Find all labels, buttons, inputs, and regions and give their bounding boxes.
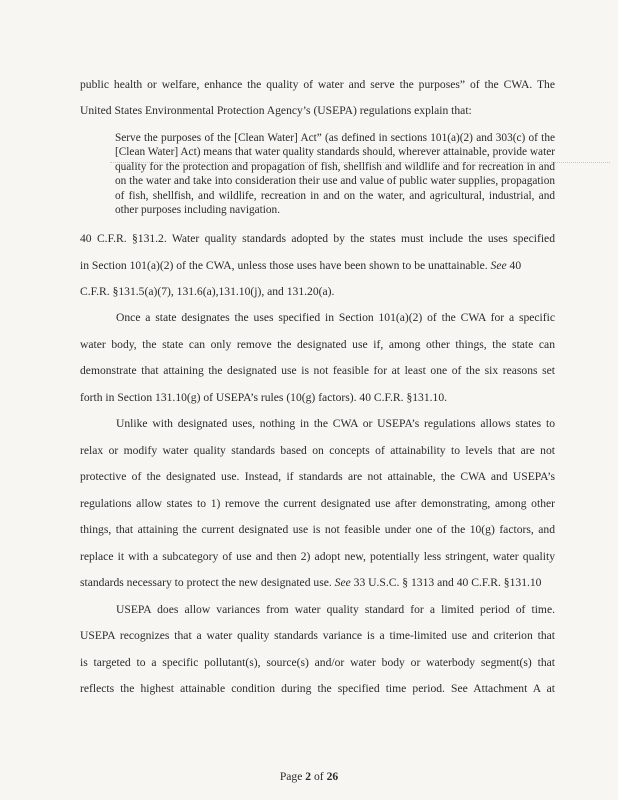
- block-quote: Serve the purposes of the [Clean Water] Act” (as defined in sections 101(a)(2) and 303(c) of the [Clean Water] Act) means that water quality standards should, wherever attainable, provide water quality for the protection and propagation of fish, shellfish and wildlife and for recreation in and on the water and take into consideration their use and value of public water supplies, propagation of fish, shellfish, and wildlife, recreation in and on the water, and agricultural, industrial, and other purposes including navigation.: [115, 132, 555, 217]
- body-text-line: things, that attaining the current designated use is not feasible under one of the 10(g) factors, and: [80, 523, 555, 536]
- citation: 33 U.S.C. § 1313 and 40 C.F.R. §131.10: [353, 576, 542, 589]
- page-label: Page: [279, 770, 303, 783]
- body-text-line: [80, 259, 555, 273]
- body-text-line: 40 C.F.R. §131.2. Water quality standards adopted by the states must include the uses specified: [80, 232, 555, 245]
- see-signal: See: [490, 259, 507, 272]
- body-text-line: demonstrate that attaining the designated use is not feasible for at least one of the six reasons set: [80, 364, 555, 377]
- body-text-line: protective of the designated use. Instead, if standards are not attainable, the CWA and USEPA’s: [80, 470, 555, 483]
- of-label: of: [313, 770, 324, 783]
- current-page-number: 2: [305, 770, 312, 783]
- page-footer: [0, 770, 618, 783]
- body-text-line: reflects the highest attainable condition during the specified time period. See Attachment A at: [80, 682, 555, 695]
- body-text-line: USEPA recognizes that a water quality standards variance is a time-limited use and criterion that: [80, 629, 555, 642]
- body-text-line: USEPA does allow variances from water quality standard for a limited period of time.: [116, 603, 555, 616]
- total-pages-number: 26: [326, 770, 339, 783]
- body-text: in Section 101(a)(2) of the CWA, unless those uses have been shown to be unattainable.: [80, 259, 488, 272]
- body-text-line: C.F.R. §131.5(a)(7), 131.6(a),131.10(j), and 131.20(a).: [80, 285, 335, 298]
- body-text-line: [80, 576, 555, 590]
- body-text-line: public health or welfare, enhance the quality of water and serve the purposes” of the CWA. The: [80, 78, 555, 91]
- body-text-line: regulations allow states to 1) remove the current designated use after demonstrating, among other: [80, 497, 555, 510]
- body-text-line: Unlike with designated uses, nothing in the CWA or USEPA’s regulations allows states to: [116, 417, 555, 430]
- see-signal: See: [334, 576, 351, 589]
- body-text-line: water body, the state can only remove the designated use if, among other things, the state can: [80, 338, 555, 351]
- body-text-line: United States Environmental Protection Agency’s (USEPA) regulations explain that:: [80, 104, 472, 117]
- body-text-line: replace it with a subcategory of use and then 2) adopt new, potentially less stringent, water quality: [80, 550, 555, 563]
- body-text-line: is targeted to a specific pollutant(s), source(s) and/or water body or waterbody segment(s) that: [80, 656, 555, 669]
- body-text-line: Once a state designates the uses specified in Section 101(a)(2) of the CWA for a specific: [116, 311, 555, 324]
- citation: 40: [509, 259, 522, 272]
- body-text-line: relax or modify water quality standards based on concepts of attainability to levels that are not: [80, 444, 555, 457]
- body-text-line: forth in Section 131.10(g) of USEPA’s rules (10(g) factors). 40 C.F.R. §131.10.: [80, 391, 448, 404]
- body-text: standards necessary to protect the new designated use.: [80, 576, 332, 589]
